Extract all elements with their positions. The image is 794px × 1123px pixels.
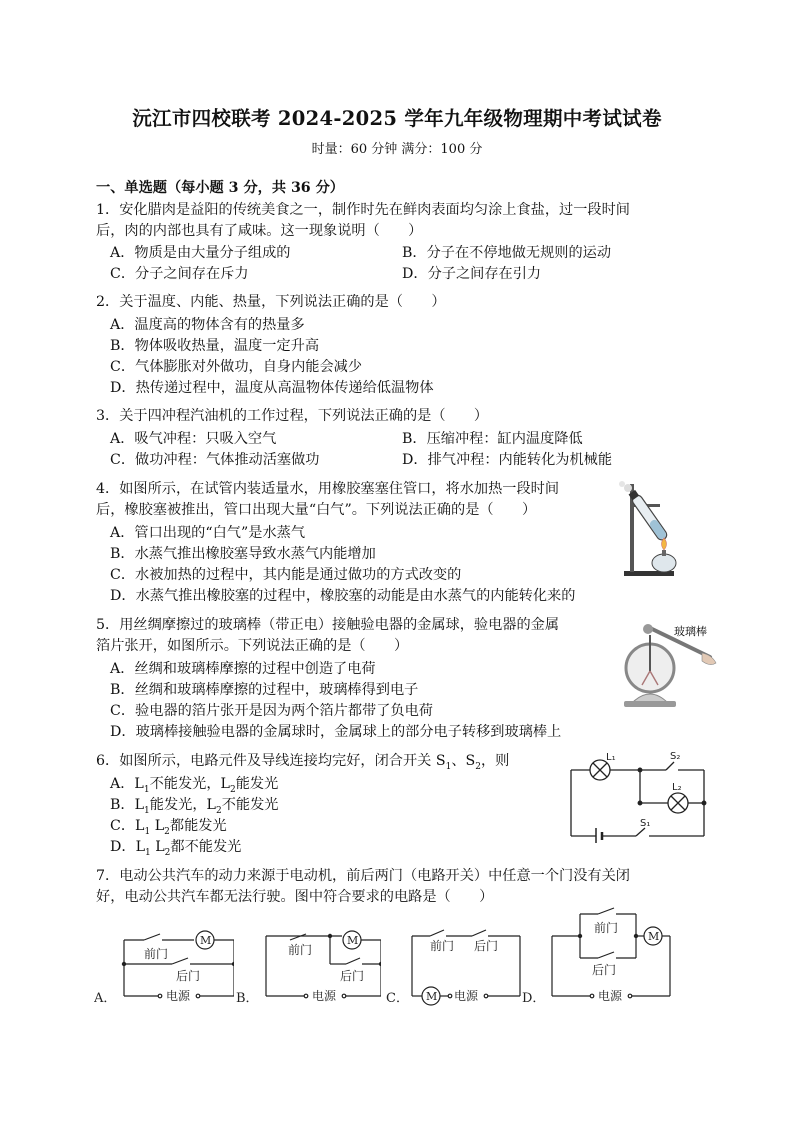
label-s2: S₂ [670, 751, 681, 762]
q5-option-b: B．丝绸和玻璃棒摩擦的过程中，玻璃棒得到电子 [110, 682, 419, 698]
q6-stem: 6．如图所示，电路元件及导线连接均完好，闭合开关 $S_1$、$S_2$，则 [96, 753, 510, 772]
q3-option-c: C．做功冲程：气体推动活塞做功 [110, 452, 320, 468]
q5-stem-2: 箔片张开，如图所示。下列说法正确的是（ ） [96, 638, 409, 654]
q4-option-c: C．水被加热的过程中，其内能是通过做功的方式改变的 [110, 567, 462, 583]
q7-stem-2: 好，电动公共汽车都无法行驶。图中符合要求的电路是（ ） [96, 889, 494, 905]
q1-option-b: B．分子在不停地做无规则的运动 [402, 245, 612, 261]
q2-stem: 2．关于温度、内能、热量，下列说法正确的是（ ） [96, 294, 446, 310]
q6-option-d: D．$L_1$ $L_2$都不能发光 [110, 839, 242, 858]
svg-text:B．: B． [236, 991, 259, 1006]
q6-circuit-figure [566, 748, 716, 843]
q7-circuit-c [386, 926, 526, 1006]
svg-text:电源: 电源 [166, 989, 191, 1003]
q2-option-a: A．温度高的物体含有的热量多 [110, 317, 305, 333]
q1-option-d: D．分子之间存在引力 [402, 266, 542, 282]
test-tube-heating-figure [616, 478, 686, 578]
label-s1: S₁ [640, 818, 651, 829]
q1-option-a: A．物质是由大量分子组成的 [110, 245, 291, 261]
q5-option-c: C．验电器的箔片张开是因为两个箔片都带了负电荷 [110, 703, 433, 719]
svg-text:电源: 电源 [598, 989, 623, 1003]
q4-stem-1: 4．如图所示，在试管内装适量水，用橡胶塞塞住管口，将水加热一段时间 [96, 481, 560, 497]
q4-option-d: D．水蒸气推出橡胶塞的过程中，橡胶塞的动能是由水蒸气的内能转化来的 [110, 588, 576, 604]
q4-option-a: A．管口出现的“白气”是水蒸气 [110, 525, 306, 541]
exam-info: 时量：60 分钟 满分：100 分 [311, 142, 483, 157]
q5-option-d: D．玻璃棒接触验电器的金属球时，金属球上的部分电子转移到玻璃棒上 [110, 724, 562, 740]
svg-text:前门: 前门 [288, 943, 313, 957]
q1-stem-2: 后，肉的内部也具有了咸味。这一现象说明（ ） [96, 223, 423, 239]
q6-option-c: C．$L_1$ $L_2$都能发光 [110, 818, 227, 837]
q3-option-b: B．压缩冲程：缸内温度降低 [402, 431, 583, 447]
q1-option-c: C．分子之间存在斥力 [110, 266, 249, 282]
q2-option-b: B．物体吸收热量，温度一定升高 [110, 338, 320, 354]
svg-text:电源: 电源 [312, 989, 337, 1003]
svg-text:后门: 后门 [340, 969, 365, 983]
svg-text:M: M [200, 934, 212, 947]
svg-text:前门: 前门 [430, 939, 455, 953]
q3-option-a: A．吸气冲程：只吸入空气 [110, 431, 277, 447]
svg-text:M: M [648, 930, 660, 943]
q6-option-a: A．$L_1$不能发光，$L_2$能发光 [110, 776, 279, 795]
q3-option-d: D．排气冲程：内能转化为机械能 [402, 452, 613, 468]
q1-stem-1: 1．安化腊肉是益阳的传统美食之一，制作时先在鲜肉表面均匀涂上食盐，过一段时间 [96, 202, 630, 218]
svg-text:M: M [426, 990, 438, 1003]
q7-circuit-a [94, 926, 234, 1006]
label-l2: L₂ [672, 782, 682, 793]
svg-text:M: M [347, 934, 359, 947]
q3-stem: 3．关于四冲程汽油机的工作过程，下列说法正确的是（ ） [96, 408, 489, 424]
svg-text:前门: 前门 [144, 947, 169, 961]
svg-text:前门: 前门 [594, 921, 619, 935]
svg-text:后门: 后门 [176, 969, 201, 983]
page-title: 沅江市四校联考 2024-2025 学年九年级物理期中考试试卷 [132, 107, 662, 130]
q5-stem-1: 5．用丝绸摩擦过的玻璃棒（带正电）接触验电器的金属球，验电器的金属 [96, 617, 560, 633]
glass-rod-label: 玻璃棒 [674, 625, 707, 638]
section-heading: 一、单选题（每小题 3 分，共 36 分） [96, 180, 344, 196]
label-l1: L₁ [606, 752, 616, 763]
svg-text:后门: 后门 [474, 939, 499, 953]
q2-option-d: D．热传递过程中，温度从高温物体传递给低温物体 [110, 380, 434, 396]
q4-stem-2: 后，橡胶塞被推出，管口出现大量“白气”。下列说法正确的是（ ） [96, 502, 537, 518]
svg-text:D．: D． [522, 991, 546, 1006]
q4-option-b: B．水蒸气推出橡胶塞导致水蒸气内能增加 [110, 546, 376, 562]
svg-text:C．: C． [386, 991, 409, 1006]
q2-option-c: C．气体膨胀对外做功，自身内能会减少 [110, 359, 363, 375]
q6-option-b: B．$L_1$能发光，$L_2$不能发光 [110, 797, 279, 816]
electroscope-figure [618, 613, 728, 713]
svg-text:后门: 后门 [592, 963, 617, 977]
svg-text:电源: 电源 [454, 989, 479, 1003]
svg-text:A．: A． [94, 991, 117, 1006]
q5-option-a: A．丝绸和玻璃棒摩擦的过程中创造了电荷 [110, 661, 376, 677]
q7-circuit-b [236, 926, 381, 1006]
q7-stem-1: 7．电动公共汽车的动力来源于电动机，前后两门（电路开关）中任意一个门没有关闭 [96, 868, 630, 884]
q7-circuit-d [522, 906, 672, 1006]
